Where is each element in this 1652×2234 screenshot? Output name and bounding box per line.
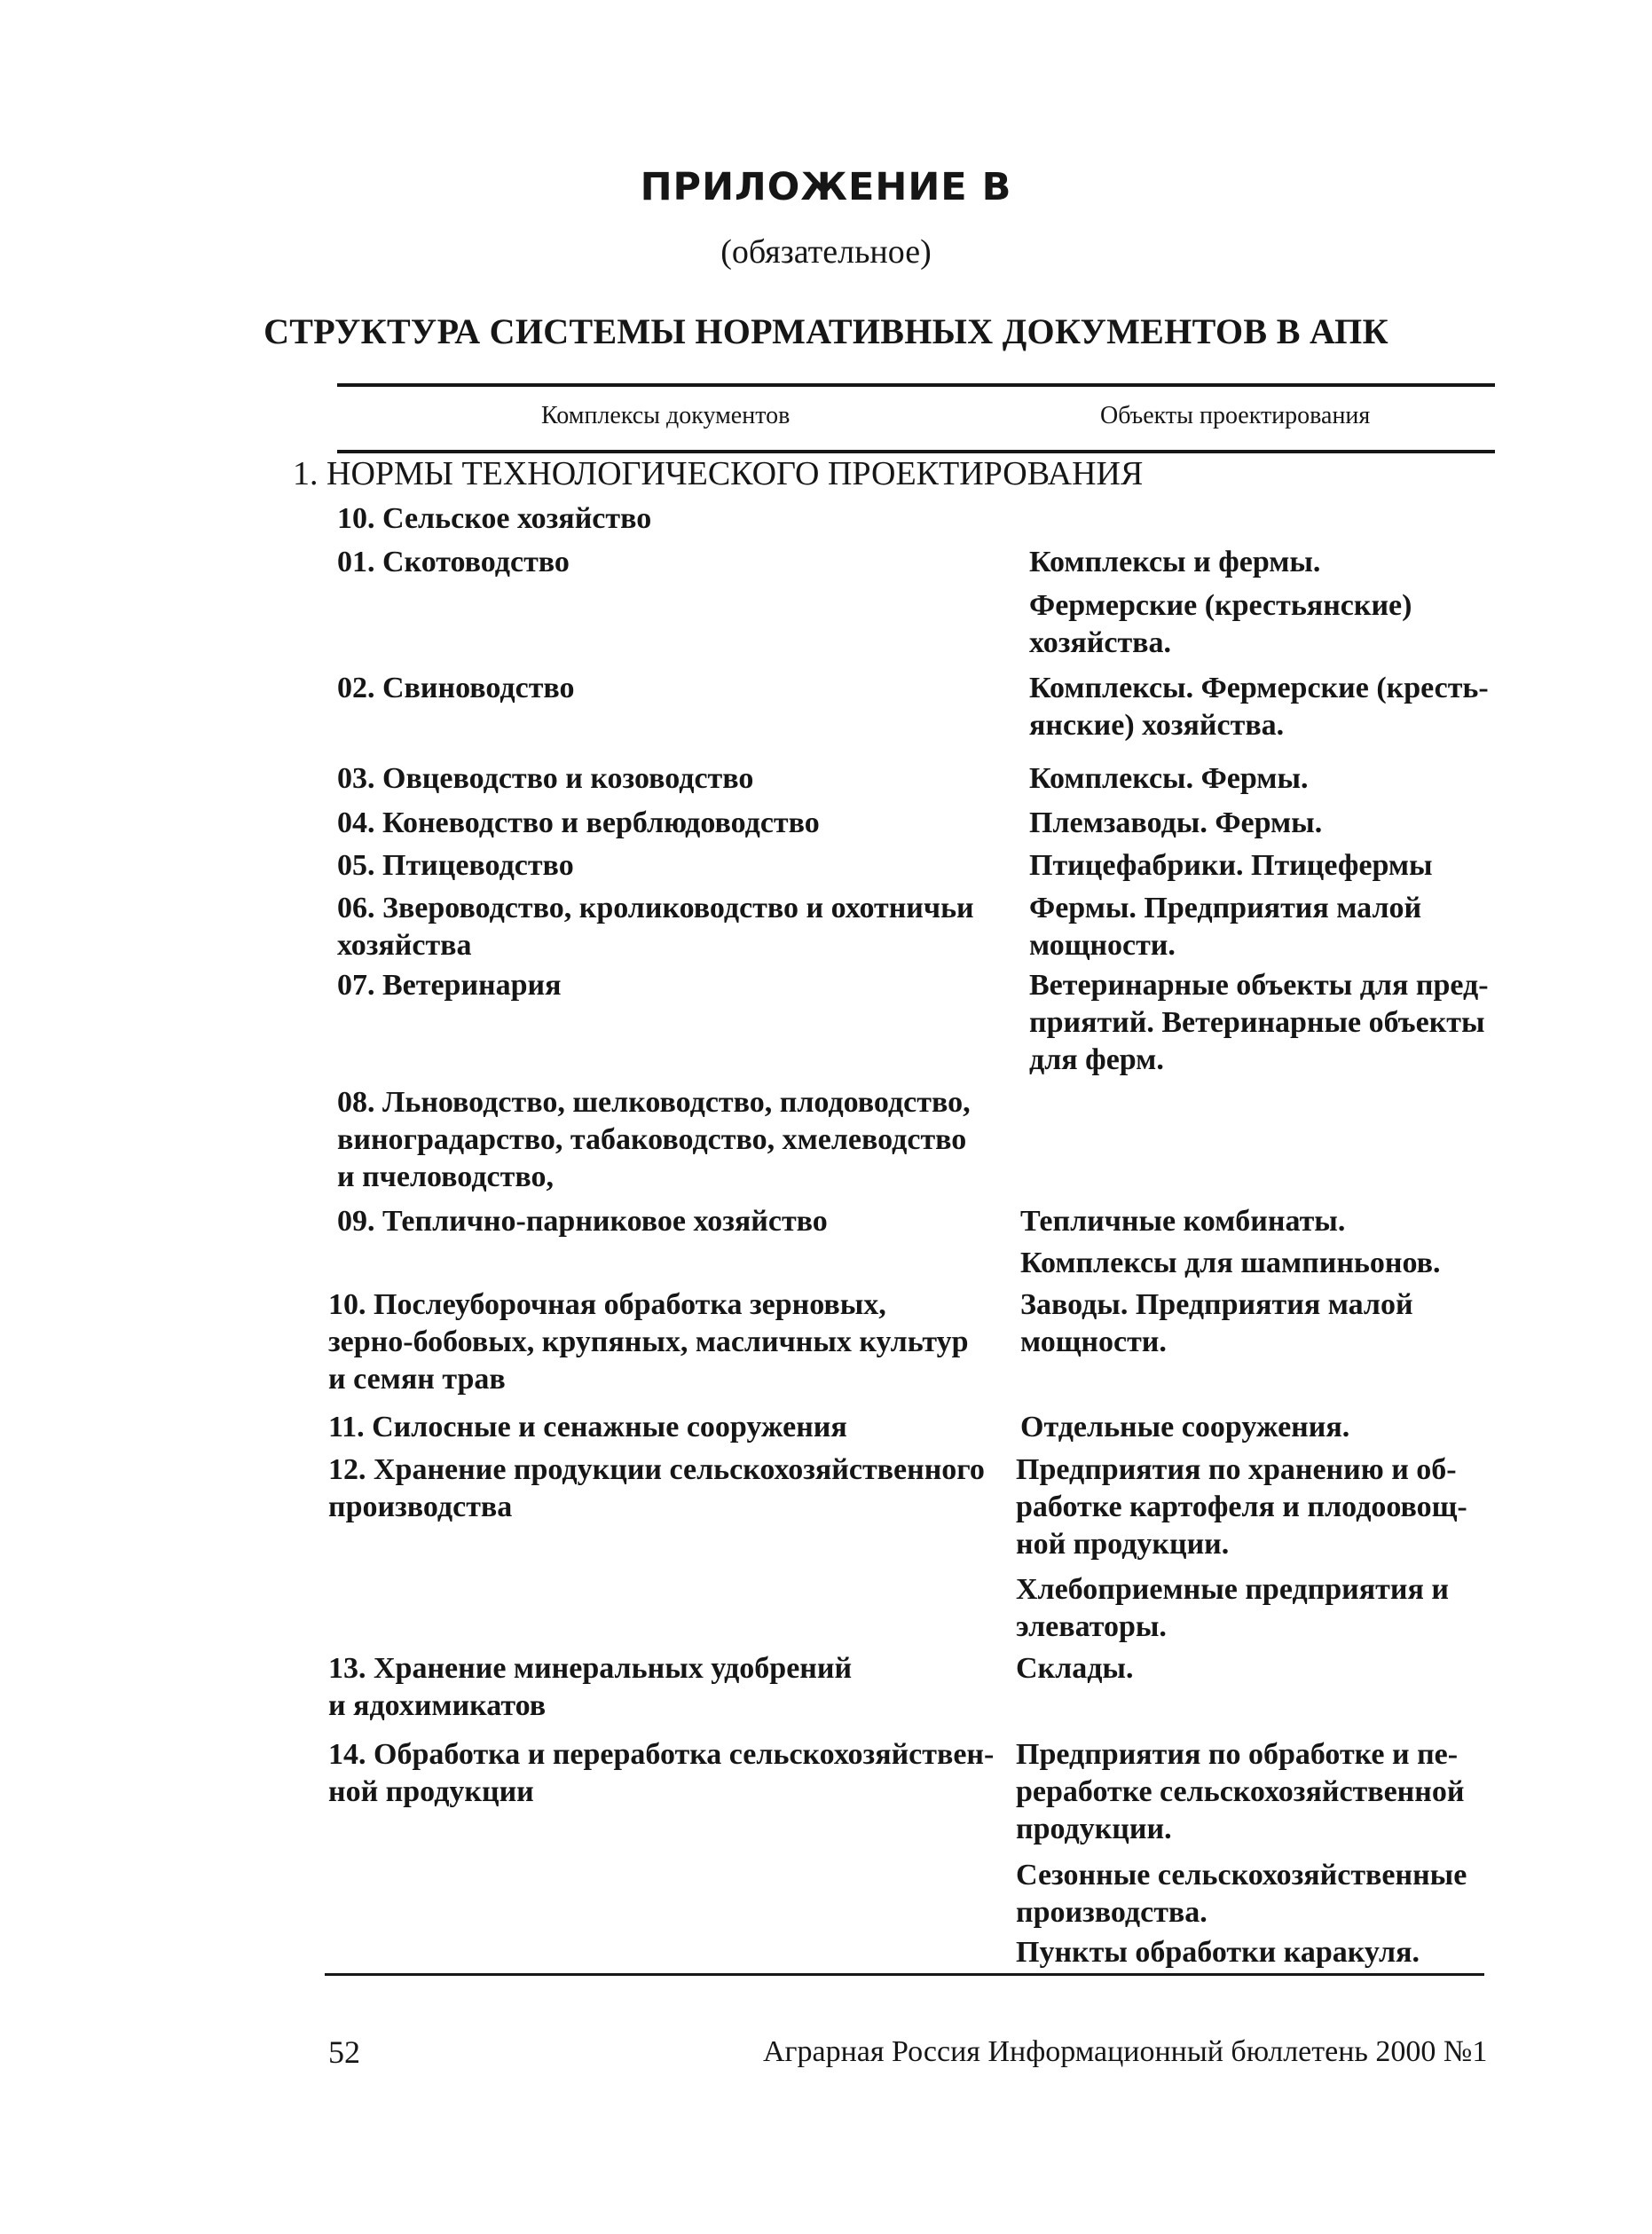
- row-object-12: [1016, 1451, 1467, 1563]
- object-line: Комплексы. Фермерские (кресть-: [1029, 672, 1489, 704]
- row-complex-5: [337, 847, 574, 885]
- object-line: мощности.: [1020, 1325, 1167, 1358]
- object-line: Хлебоприемные предприятия и: [1016, 1573, 1449, 1606]
- complex-line: 06. Звероводство, кролиководство и охотничьи: [337, 892, 974, 924]
- complex-line: 05. Птицеводство: [337, 849, 574, 882]
- row-object-1: [1029, 544, 1320, 581]
- object-line: Тепличные комбинаты.: [1020, 1205, 1346, 1238]
- complex-line: 10. Послеуборочная обработка зерновых,: [328, 1288, 886, 1321]
- complex-line: 07. Ветеринария: [337, 969, 562, 1002]
- object-line: Предприятия по обработке и пе-: [1016, 1738, 1459, 1771]
- document-title: СТРУКТУРА СИСТЕМЫ НОРМАТИВНЫХ ДОКУМЕНТОВ В АПК: [264, 311, 1388, 351]
- complex-line: 02. Свиноводство: [337, 672, 575, 704]
- object-line: Фермы. Предприятия малой: [1029, 892, 1422, 924]
- object-line: Сезонные сельскохозяйственные: [1016, 1859, 1467, 1892]
- object-line: Отдельные сооружения.: [1020, 1411, 1350, 1443]
- object-line: ной продукции.: [1016, 1528, 1230, 1561]
- row-complex-7: [337, 967, 562, 1004]
- row-object-4: [1029, 805, 1322, 842]
- complex-line: 13. Хранение минеральных удобрений: [328, 1652, 853, 1685]
- object-line: Птицефабрики. Птицефермы: [1029, 849, 1433, 882]
- column-header-objects: Объекты проектирования: [1100, 402, 1371, 429]
- row-complex-8: [337, 1084, 971, 1196]
- row-object-14: [1016, 1857, 1467, 1931]
- complex-line: хозяйства: [337, 929, 472, 962]
- table-bottom-rule: [325, 1973, 1484, 1976]
- row-object-11: [1020, 1409, 1349, 1446]
- publication-footer: Аграрная Россия Информационный бюллетень 2000 №1: [763, 2035, 1488, 2068]
- object-line: хозяйства.: [1029, 626, 1172, 659]
- object-line: Комплексы и фермы.: [1029, 546, 1321, 578]
- row-complex-10: [328, 1286, 969, 1398]
- row-complex-1: [337, 544, 570, 581]
- object-line: для ферм.: [1029, 1043, 1164, 1076]
- complex-line: виноградарство, табаководство, хмелеводство: [337, 1123, 967, 1156]
- row-complex-3: [337, 760, 753, 798]
- object-line: Комплексы для шампиньонов.: [1020, 1247, 1441, 1279]
- complex-line: 09. Теплично-парниковое хозяйство: [337, 1205, 828, 1238]
- row-complex-4: [337, 805, 820, 842]
- complex-line: и семян трав: [328, 1363, 506, 1396]
- complex-line: 11. Силосные и сенажные сооружения: [328, 1411, 847, 1443]
- object-line: Фермерские (крестьянские): [1029, 589, 1412, 622]
- row-object-13: [1016, 1650, 1133, 1687]
- column-header-documents: Комплексы документов: [541, 402, 791, 429]
- row-object-9: [1020, 1203, 1345, 1240]
- row-complex-13: [328, 1650, 852, 1725]
- object-line: Склады.: [1016, 1652, 1134, 1685]
- object-line: реработке сельскохозяйственной: [1016, 1775, 1465, 1808]
- appendix-note: (обязательное): [720, 233, 932, 271]
- row-object-14: [1016, 1934, 1420, 1971]
- header-bottom-rule: [337, 450, 1495, 453]
- object-line: янские) хозяйства.: [1029, 709, 1285, 742]
- complex-line: ной продукции: [328, 1775, 534, 1808]
- object-line: мощности.: [1029, 929, 1176, 962]
- row-complex-9: [337, 1203, 828, 1240]
- appendix-title: ПРИЛОЖЕНИЕ В: [640, 165, 1012, 209]
- object-line: Комплексы. Фермы.: [1029, 762, 1309, 795]
- row-object-12: [1016, 1571, 1449, 1646]
- object-line: Ветеринарные объекты для пред-: [1029, 969, 1489, 1002]
- object-line: работке картофеля и плодоовощ-: [1016, 1491, 1467, 1523]
- complex-line: производства: [328, 1491, 513, 1523]
- complex-line: и пчеловодство,: [337, 1160, 554, 1193]
- row-object-5: [1029, 847, 1433, 885]
- object-line: Пункты обработки каракуля.: [1016, 1936, 1420, 1969]
- complex-line: 04. Коневодство и верблюдоводство: [337, 806, 820, 839]
- complex-line: 14. Обработка и переработка сельскохозяйствен-: [328, 1738, 995, 1771]
- object-line: приятий. Ветеринарные объекты: [1029, 1006, 1485, 1039]
- object-line: Предприятия по хранению и об-: [1016, 1453, 1457, 1486]
- page-number: 52: [328, 2034, 360, 2070]
- section-title: 1. НОРМЫ ТЕХНОЛОГИЧЕСКОГО ПРОЕКТИРОВАНИЯ: [293, 455, 1144, 492]
- object-line: продукции.: [1016, 1813, 1172, 1845]
- row-complex-14: [328, 1736, 994, 1811]
- row-complex-12: [328, 1451, 985, 1526]
- row-complex-6: [337, 890, 974, 964]
- complex-line: и ядохимикатов: [328, 1689, 547, 1722]
- row-object-6: [1029, 890, 1421, 964]
- object-line: элеваторы.: [1016, 1610, 1167, 1643]
- row-object-14: [1016, 1736, 1464, 1848]
- group-title: 10. Сельское хозяйство: [337, 502, 652, 535]
- row-object-3: [1029, 760, 1309, 798]
- object-line: Племзаводы. Фермы.: [1029, 806, 1323, 839]
- row-object-2: [1029, 670, 1489, 744]
- complex-line: 08. Льноводство, шелководство, плодоводство,: [337, 1086, 971, 1119]
- row-complex-2: [337, 670, 575, 707]
- complex-line: 01. Скотоводство: [337, 546, 570, 578]
- complex-line: 12. Хранение продукции сельскохозяйственного: [328, 1453, 985, 1486]
- row-object-9: [1020, 1245, 1441, 1282]
- table-top-rule: [337, 383, 1495, 387]
- object-line: производства.: [1016, 1896, 1208, 1929]
- object-line: Заводы. Предприятия малой: [1020, 1288, 1413, 1321]
- row-object-7: [1029, 967, 1489, 1079]
- complex-line: зерно-бобовых, крупяных, масличных культур: [328, 1325, 969, 1358]
- row-object-10: [1020, 1286, 1413, 1361]
- row-object-1: [1029, 587, 1412, 662]
- row-complex-11: [328, 1409, 847, 1446]
- complex-line: 03. Овцеводство и козоводство: [337, 762, 754, 795]
